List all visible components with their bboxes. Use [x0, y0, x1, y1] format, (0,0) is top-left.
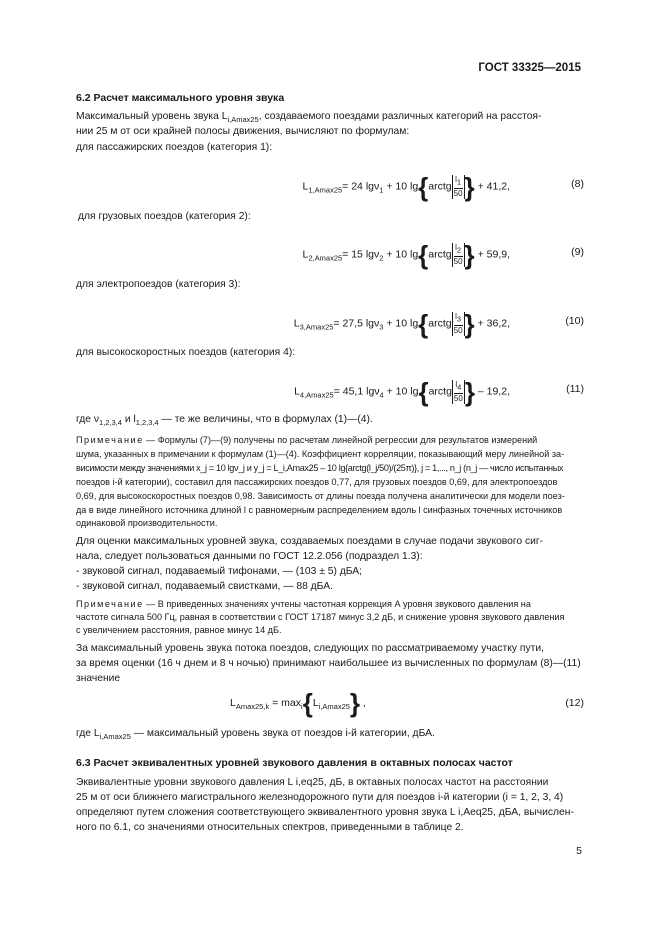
section-6-2-title: 6.2 Расчет максимального уровня звука: [76, 92, 285, 104]
signal-line-1: Для оценки максимальных уровней звука, создаваемых поездами в случае подачи звукового сиг-: [76, 536, 544, 547]
section-6-3-line-4: ного по 6.1, со значениями относительных спектров, приведенными в таблице 2.: [76, 822, 464, 833]
equation-number-12: (12): [565, 697, 584, 709]
page-number: 5: [576, 845, 582, 857]
note-1-line-3: висимости между значениями x_j = 10 lgν_j и y_j = L_i,Amax25 – 10 lg{arctg(l_j/50)/(25π)}, j = 1,..., n_j (n_j — число испытанных: [76, 463, 564, 473]
intro-line-1: Максимальный уровень звука $L_{i,Amax25}$, создаваемого поездами различных категорий на расстоя-: [76, 111, 542, 125]
equation-number-10: (10): [565, 315, 584, 327]
equation-number-8: (8): [571, 178, 584, 190]
standard-header: ГОСТ 33325—2015: [478, 62, 581, 74]
document-page: ГОСТ 33325—2015 6.2 Расчет максимального уровня звука Максимальный уровень звука $L_{i,Amax25}$, создаваемого поездами различных категорий на расстоя- нии 25 м от оси крайней полосы движения, вычисляют по формулам: для пассажирских поездов (категория 1): $L_{1,Amax25}= 24$ lgν$_1$ + 10 lg{arctg $\frac{l_1}{50}\} + 41,2$, (8) для грузовых поездов (категория 2): $L_{2,Amax25}= 15$ lgν$_2$ + 10 lg{arctg $\frac{l_2}{50}\} + 59,9$, (9) для электропоездов (категория 3): $L_{3,Amax25}= 27,5$ lgν$_3$ + 10 lg{arctg $\frac{l_3}{50}\} + 36,2$, (10) для высокоскоростных поездов (категория 4): $L_{4,Amax25}= 45,1$ lgν$_4$ + 10 lg{arctg $\frac{l_4}{50}\} - 19,2$, (11) где $\nu_{1,2,3,4}$ и $l_{1,2,3,4}$ — те же величины, что в формулах (1)—(4). Примечание — Формулы (7)—(9) получены по расчетам линейной регрессии для результатов измерений шума, указанных в примечании к формулам (1)—(4). Коэффициент корреляции, показывающий меру линейной за- висимости между значениями x_j = 10 lgν_j и y_j = L_i,Amax25 – 10 lg{arctg(l_j/50)/(25π)}, j = 1,..., n_j (n_j — число испытанных поездов i-й категории), составил для пассажирских поездов 0,77, для грузовых поездов 0,69, для электропоездов 0,69, для высокоскоростных поездов 0,98. Зависимость от длины поезда получена аналитически для модели поез- да в виде линейного источника длиной l с равномерным распределением вдоль l синфазных точечных источников одинаковой производительности. Для оценки максимальных уровней звука, создаваемых поездами в случае подачи звукового сиг- нала, следует пользоваться данными по ГОСТ 12.2.056 (подраздел 1.3): - звуковой сигнал, подаваемый тифонами, — (103 ± 5) дБА; - звуковой сигнал, подаваемый свистками, — 88 дБА. Примечание — В приведенных значениях учтены частотная коррекция А уровня звукового давления на частоте сигнала 500 Гц, равная в соответствии с ГОСТ 17187 минус 3,2 дБ, и снижение уровня звукового давления с увеличением расстояния, равное минус 14 дБ. За максимальный уровень звука потока поездов, следующих по рассматриваемому участку пути, за время оценки (16 ч днем и 8 ч ночью) принимают наибольшее из вычисленных по формулам (8)—(11) значение $L_{Amax25,k} = \max_i\{L_{i,Amax25}\}$ , (12) где $L_{i,Amax25}$ — максимальный уровень звука от поездов i-й категории, дБА. 6.3 Расчет эквивалентных уровней звукового давления в октавных полосах частот Эквивалентные уровни звукового давления L i,eq25, дБ, в октавных полосах частот на расстоянии 25 м от оси ближнего магистрального железнодорожного пути для поездов i-й категории (i = 1, 2, 3, 4) определяют путем сложения соответствующего эквивалентного уровня звука L i,Aeq25, дБА, вычислен- ного по 6.1, со значениями относительных спектров, приведенными в таблице 2. 5: [0, 0, 661, 935]
where-line-2: где $L_{i,Amax25}$ — максимальный уровень звука от поездов i-й категории, дБА.: [76, 728, 435, 742]
note-1-line-6: да в виде линейного источника длиной l с равномерным распределением вдоль l синфазных точечных источников: [76, 505, 563, 515]
category-3-label: для электропоездов (категория 3):: [76, 279, 241, 290]
equation-number-9: (9): [571, 246, 584, 258]
signal-line-2: нала, следует пользоваться данными по ГОСТ 12.2.056 (подраздел 1.3):: [76, 551, 423, 562]
flow-line-2: за время оценки (16 ч днем и 8 ч ночью) принимают наибольшее из вычисленных по формулам (8)—(11): [76, 658, 581, 669]
signal-item-1: - звуковой сигнал, подаваемый тифонами, — (103 ± 5) дБА;: [76, 566, 363, 577]
category-4-label: для высокоскоростных поездов (категория 4):: [76, 347, 296, 358]
intro-line-2: нии 25 м от оси крайней полосы движения, вычисляют по формулам:: [76, 126, 410, 137]
note-1-line-1: Примечание — Формулы (7)—(9) получены по расчетам линейной регрессии для результатов измерений: [76, 435, 538, 445]
signal-item-2: - звуковой сигнал, подаваемый свистками, — 88 дБА.: [76, 581, 333, 592]
formula-12: $L_{Amax25,k} = \max_i\{L_{i,Amax25}\}$ ,: [230, 688, 366, 718]
note-1-line-2: шума, указанных в примечании к формулам (1)—(4). Коэффициент корреляции, показывающий меру линейной за-: [76, 449, 565, 459]
note-2-line-1: Примечание — В приведенных значениях учтены частотная коррекция А уровня звукового давления на: [76, 599, 531, 609]
flow-line-3: значение: [76, 673, 121, 684]
section-6-3-line-2: 25 м от оси ближнего магистрального железнодорожного пути для поездов i-й категории (i = 1, 2, 3, 4): [76, 792, 564, 803]
section-6-3-line-3: определяют путем сложения соответствующего эквивалентного уровня звука L i,Aeq25, дБА, вычислен-: [76, 807, 574, 818]
note-1-line-7: одинаковой производительности.: [76, 518, 218, 528]
category-2-label: для грузовых поездов (категория 2):: [78, 211, 251, 222]
category-1-label: для пассажирских поездов (категория 1):: [76, 142, 273, 153]
note-2-line-3: с увеличением расстояния, равное минус 14 дБ.: [76, 625, 282, 635]
note-2-line-2: частоте сигнала 500 Гц, равная в соответствии с ГОСТ 17187 минус 3,2 дБ, и снижение уровня звукового давления: [76, 612, 565, 622]
equation-number-11: (11): [566, 383, 584, 395]
section-6-3-title: 6.3 Расчет эквивалентных уровней звукового давления в октавных полосах частот: [76, 757, 513, 769]
where-line-1: где $\nu_{1,2,3,4}$ и $l_{1,2,3,4}$ — те же величины, что в формулах (1)—(4).: [76, 414, 373, 428]
section-6-3-line-1: Эквивалентные уровни звукового давления L i,eq25, дБ, в октавных полосах частот на расстоянии: [76, 777, 549, 788]
flow-line-1: За максимальный уровень звука потока поездов, следующих по рассматриваемому участку пути,: [76, 643, 544, 654]
note-1-line-5: 0,69, для высокоскоростных поездов 0,98. Зависимость от длины поезда получена аналитически для модели поез-: [76, 491, 565, 501]
note-1-line-4: поездов i-й категории), составил для пассажирских поездов 0,77, для грузовых поездов 0,69, для электропоездов: [76, 477, 558, 487]
